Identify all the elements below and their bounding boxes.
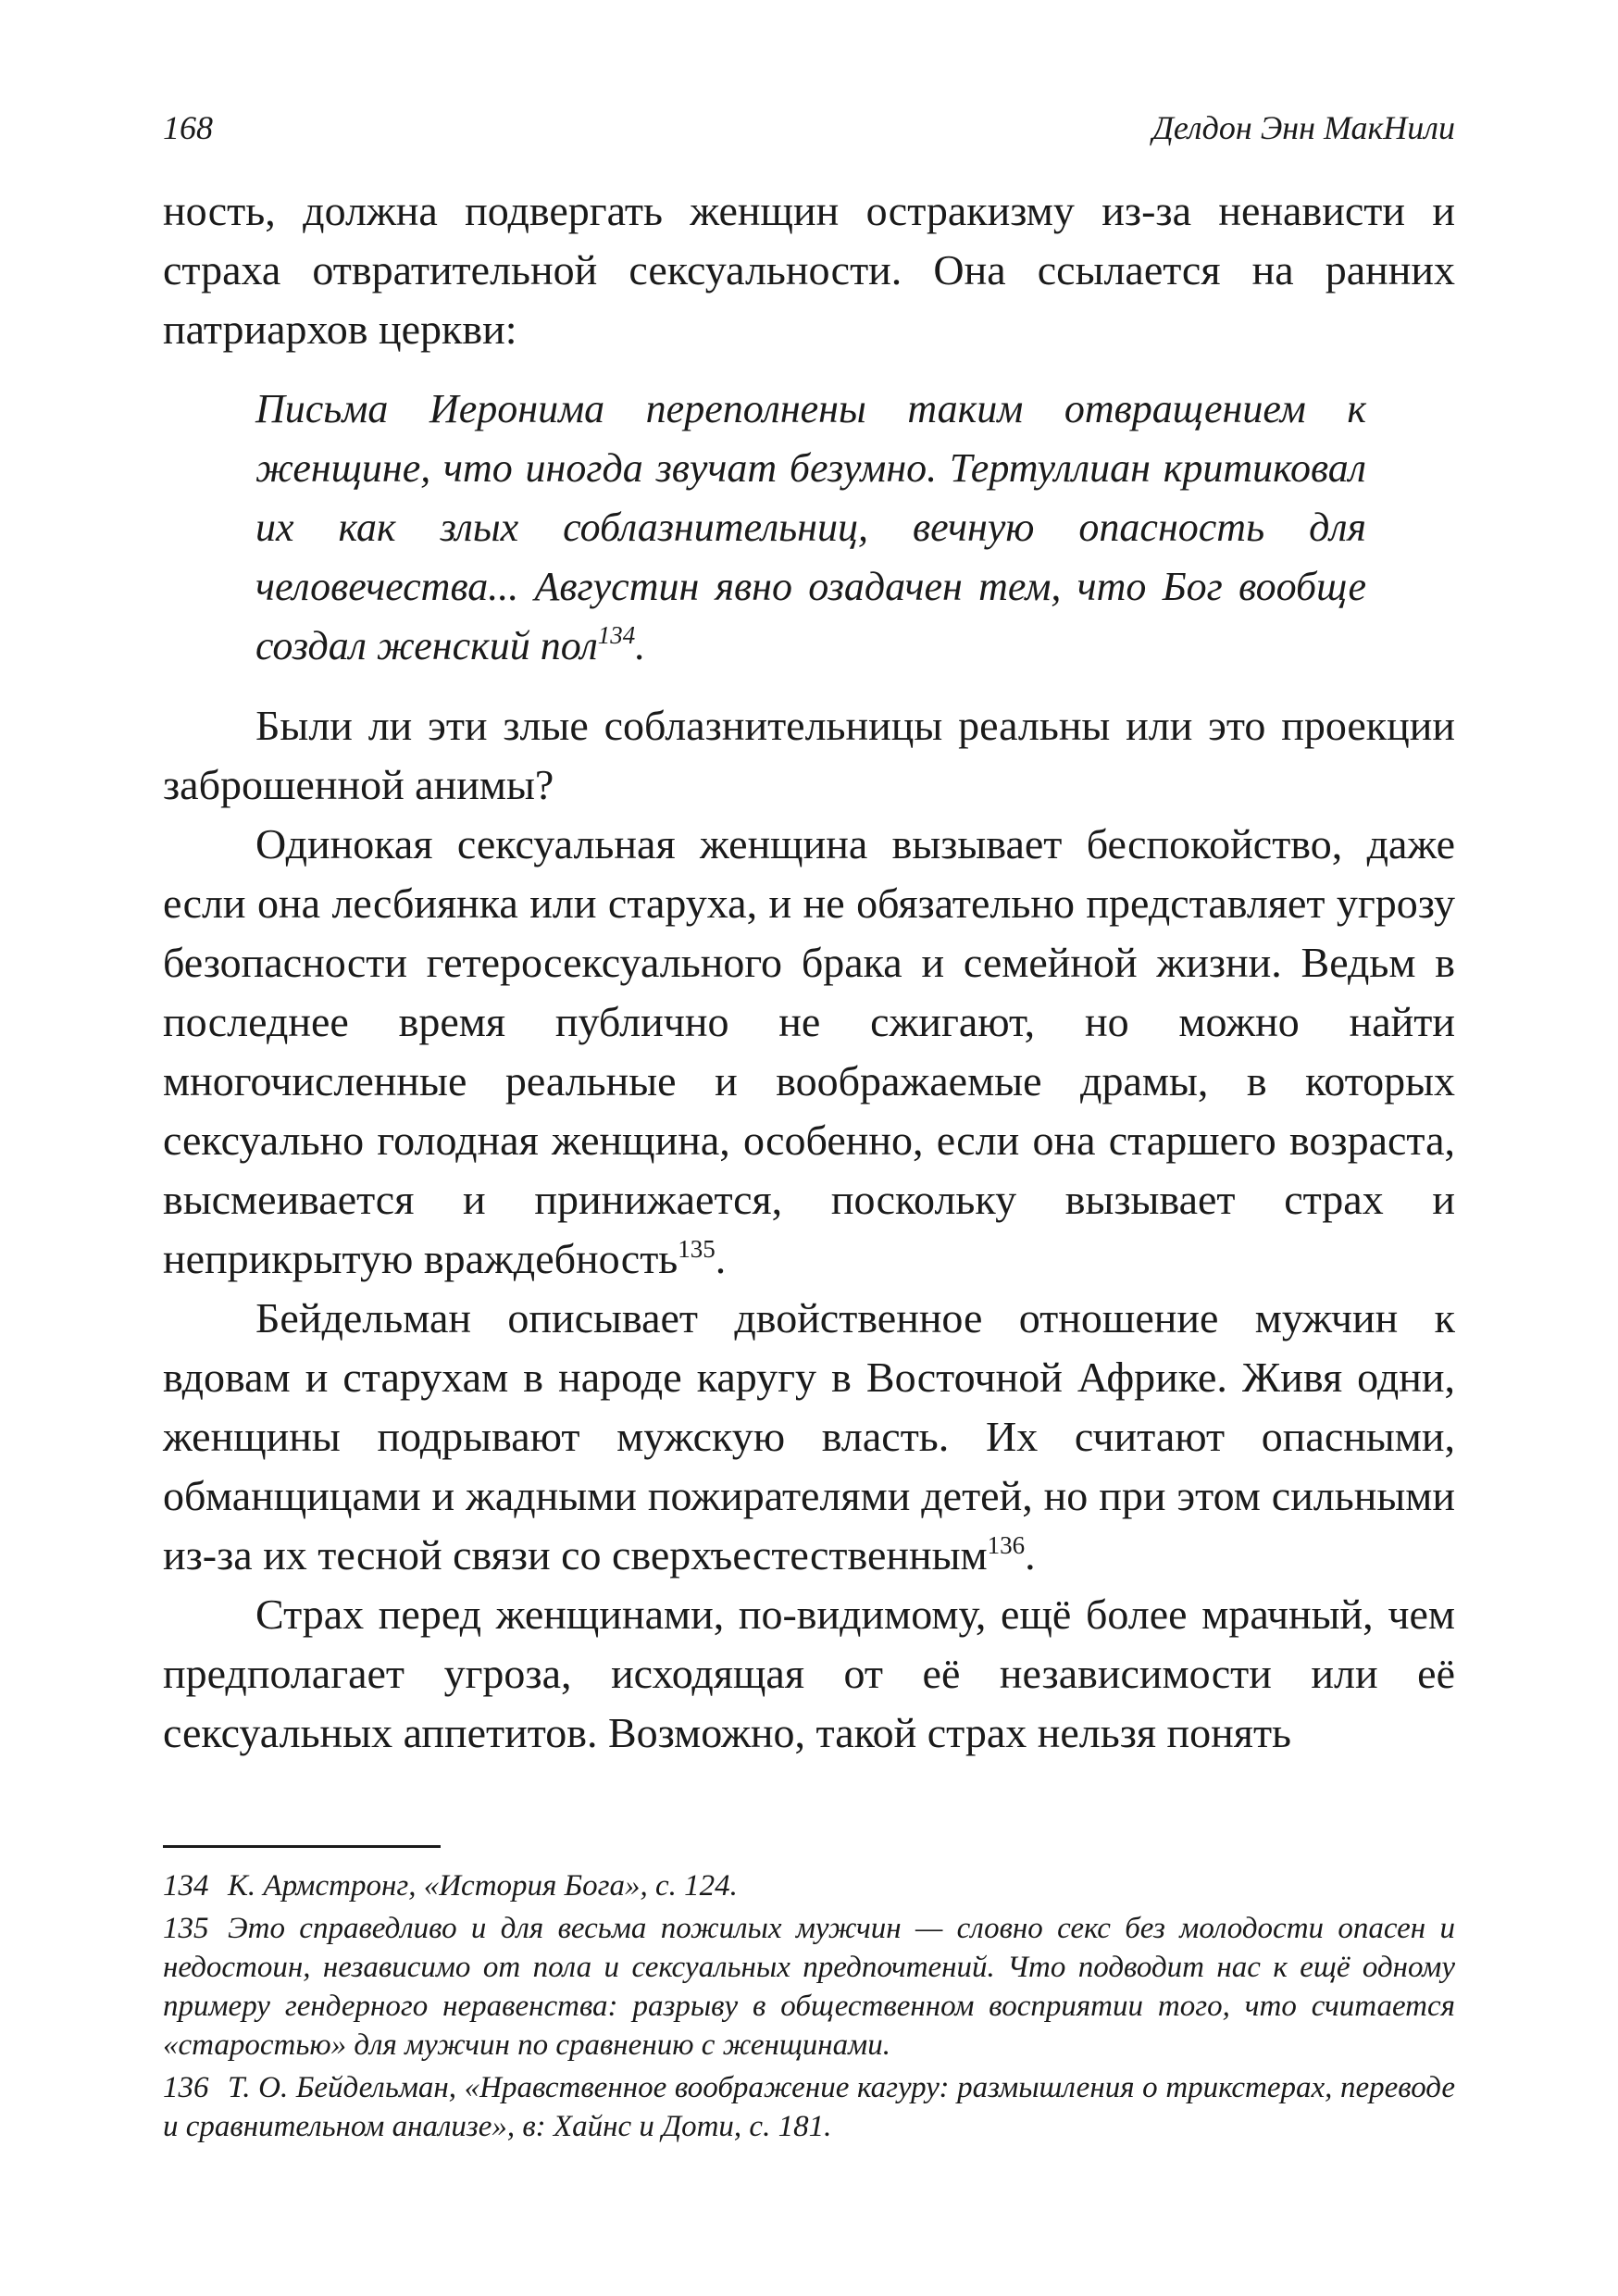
paragraph-1-text: ность, должна подвергать женщин остракизму из-за ненависти и страха отвратительной сексуальности. Она ссылается на ранних патриархов церкви:: [163, 187, 1455, 353]
paragraph-1: [163, 181, 1455, 359]
footnote-134: [163, 1866, 1455, 1905]
paragraph-4-text: Бейдельман описывает двойственное отношение мужчин к вдовам и старухам в народе каругу в Восточной Африке. Живя одни, женщины подрывают мужскую власть. Их считают опасными, обманщицами и жадными пожирателями детей, но при этом сильными из-за их тесной связи со сверхъестественным: [163, 1294, 1455, 1578]
footnote-text: К. Армстронг, «История Бога», с. 124.: [228, 1869, 738, 1903]
footnote-ref-134: 134: [597, 621, 636, 649]
paragraph-5-text: Страх перед женщинами, по-видимому, ещё более мрачный, чем предполагает угроза, исходящая от её независимости или её сексуальных аппетитов. Возможно, такой страх нельзя понять: [163, 1591, 1455, 1756]
paragraph-4: [163, 1289, 1455, 1585]
footnote-number: 134: [163, 1869, 209, 1903]
footnote-separator: [163, 1845, 441, 1848]
paragraph-2-text: Были ли эти злые соблазнительницы реальны или это проекции заброшенной анимы?: [163, 702, 1455, 808]
paragraph-2: [163, 696, 1455, 815]
block-quote-text: Письма Иеронима переполнены таким отвращением к женщине, что иногда звучат безумно. Тертуллиан критиковал их как злых соблазнительниц, вечную опасность для человечества... Августин явно озадачен тем, что Бог вообще создал женский пол: [255, 386, 1366, 668]
footnotes: [163, 1866, 1455, 2150]
footnote-number: 135: [163, 1912, 209, 1945]
paragraph-4-end: .: [1025, 1531, 1036, 1578]
footnote-text: Т. О. Бейдельман, «Нравственное воображение кагуру: размышления о трикстерах, переводе и сравнительном анализе», в: Хайнс и Доти, с. 181.: [163, 2071, 1455, 2143]
footnote-ref-136: 136: [987, 1531, 1026, 1559]
header-author-title: Делдон Энн МакНили: [1151, 109, 1455, 146]
paragraph-3-end: .: [715, 1235, 727, 1282]
footnote-ref-135: 135: [678, 1235, 716, 1263]
footnote-text: Это справедливо и для весьма пожилых мужчин — словно секс без молодости опасен и недостоин, независимо от пола и сексуальных предпочтений. Что подводит нас к ещё одному примеру гендерного неравенства: разрыву в общественном восприятии того, что считается «старостью» для мужчин по сравнению с женщинами.: [163, 1912, 1455, 2062]
footnote-136: [163, 2068, 1455, 2146]
paragraph-5: [163, 1585, 1455, 1763]
footnote-135: [163, 1909, 1455, 2065]
paragraph-3-text: Одинокая сексуальная женщина вызывает беспокойство, даже если она лесбиянка или старуха, и не обязательно представляет угрозу безопасности гетеросексуального брака и семейной жизни. Ведьм в последнее время публично не сжигают, но можно найти многочисленные реальные и воображаемые драмы, в которых сексуально голодная женщина, особенно, если она старшего возраста, высмеивается и принижается, поскольку вызывает страх и неприкрытую враждебность: [163, 820, 1455, 1282]
footnote-number: 136: [163, 2071, 209, 2104]
block-quote-end: .: [635, 623, 646, 668]
paragraph-3: [163, 815, 1455, 1289]
page-number: 168: [163, 109, 213, 146]
block-quote: [255, 380, 1366, 676]
body-text: [163, 181, 1455, 1763]
